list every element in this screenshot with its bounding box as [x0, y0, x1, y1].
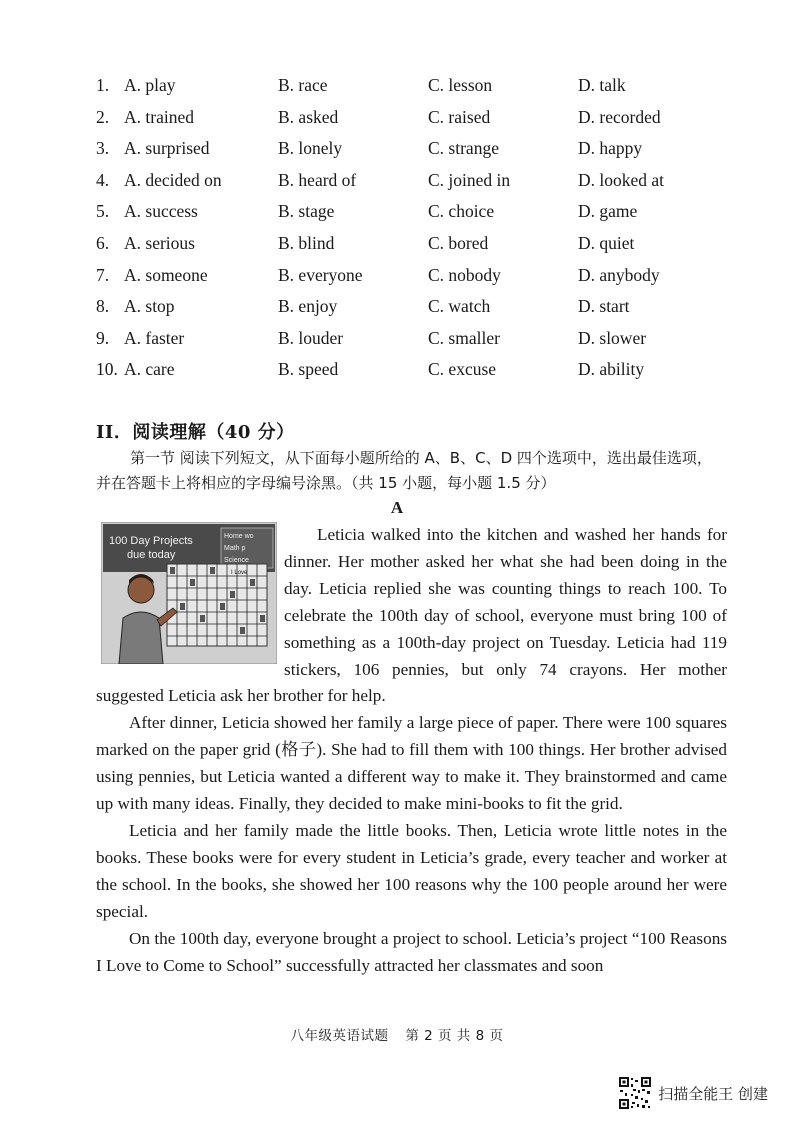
question-number: 8. — [96, 296, 110, 317]
option-d: D. ability — [578, 359, 645, 380]
question-number: 9. — [96, 327, 110, 348]
question-options-row — [96, 291, 736, 323]
option-c: C. bored — [428, 232, 489, 253]
board-text-1: Home wo — [224, 533, 254, 540]
option-b: B. race — [278, 75, 328, 95]
option-d: D. quiet — [578, 232, 635, 253]
question-number: 4. — [96, 169, 110, 190]
option-d: D. slower — [578, 327, 647, 348]
passage-paragraph-3: Leticia and her family made the little books. Then, Leticia wrote little notes in the books. These books were for every student in Leticia’s grade, every teacher and worker at the school. In the books, she showed her 100 reasons why the 100 people around her were special. — [96, 820, 727, 921]
option-c: C. joined in — [428, 169, 511, 190]
option-c: C. smaller — [428, 327, 500, 348]
section-heading: II．阅读理解（40 分） — [96, 422, 295, 443]
option-c: C. nobody — [428, 264, 501, 285]
option-b: B. speed — [278, 359, 339, 380]
question-options-row — [96, 354, 736, 386]
board-text-2: Math p — [224, 545, 246, 552]
exam-title: 八年级英语试题 — [290, 1028, 389, 1044]
question-options-row — [96, 228, 736, 260]
option-b: B. louder — [278, 327, 344, 348]
question-number: 7. — [96, 264, 110, 285]
option-c: C. raised — [428, 106, 491, 127]
option-c: C. excuse — [428, 359, 497, 380]
instructions-line-1: 第一节 阅读下列短文，从下面每小题所给的 A、B、C、D 四个选项中，选出最佳选项， — [130, 449, 712, 467]
option-b: B. blind — [278, 232, 335, 253]
passage-paragraph-2: After dinner, Leticia showed her family a large piece of paper. There were 100 squares marked on the paper grid (格子). She had to fill them with 100 things. Her brother advised using pennies, but Leticia wanted a different way to make it. They brainstormed and came up with many ideas. Finally, they decided to make mini-books to fit the grid. — [96, 713, 727, 814]
option-d: D. game — [578, 201, 638, 222]
option-d: D. talk — [578, 75, 626, 95]
option-d: D. start — [578, 296, 630, 317]
qr-code-icon — [618, 1076, 652, 1110]
option-a: A. faster — [124, 327, 185, 348]
option-a: A. someone — [124, 264, 208, 285]
question-number: 5. — [96, 201, 110, 222]
option-c: C. strange — [428, 138, 499, 159]
scanner-watermark — [618, 1076, 768, 1110]
option-a: A. surprised — [124, 138, 210, 159]
board-text-3: Science — [224, 557, 249, 564]
option-a: A. trained — [124, 106, 194, 127]
scanner-label: 扫描全能王 创建 — [658, 1084, 768, 1103]
option-a: A. success — [124, 201, 198, 222]
instructions-line-2: 并在答题卡上将相应的字母编号涂黑。（共 15 小题，每小题 1.5 分） — [96, 474, 556, 492]
option-d: D. recorded — [578, 106, 661, 127]
question-options-row — [96, 260, 736, 292]
option-b: B. lonely — [278, 138, 343, 159]
question-number: 10. — [96, 359, 118, 380]
option-b: B. stage — [278, 201, 335, 222]
question-number: 1. — [96, 75, 110, 95]
option-d: D. anybody — [578, 264, 660, 285]
answer-options-table — [96, 70, 736, 386]
option-d: D. happy — [578, 138, 643, 159]
question-number: 6. — [96, 232, 110, 253]
option-a: A. care — [124, 359, 175, 380]
option-b: B. heard of — [278, 169, 357, 190]
passage-paragraph-4: On the 100th day, everyone brought a project to school. Leticia’s project “100 Reasons I Love to Come to School” successfully attracted her classmates and soon — [96, 928, 727, 975]
illustration-spacer — [96, 522, 284, 683]
sign-text-1: 100 Day Projects — [109, 535, 193, 547]
passage-paragraph-1: Leticia walked into the kitchen and washed her hands for dinner. Her mother asked her what she had been doing in the day. Leticia replied she was counting things to reach 100. To celebrate the 100th day of school, everyone must bring 100 of something as a 100th-day project on Tuesday. Leticia had 119 stickers, 106 pennies, but only 74 crayons. Her mother suggested Leticia ask her brother for help. — [96, 525, 727, 706]
question-options-row — [96, 70, 736, 102]
question-options-row — [96, 165, 736, 197]
page-footer — [0, 1024, 794, 1044]
option-c: C. watch — [428, 296, 491, 317]
option-a: A. serious — [124, 232, 195, 253]
option-b: B. everyone — [278, 264, 363, 285]
reading-passage-a — [96, 522, 727, 979]
passage-label: A — [390, 498, 404, 517]
option-b: B. asked — [278, 106, 339, 127]
question-number: 2. — [96, 106, 110, 127]
question-options-row — [96, 196, 736, 228]
poster-text: I Love — [231, 570, 248, 576]
option-b: B. enjoy — [278, 296, 338, 317]
option-a: A. stop — [124, 296, 175, 317]
option-a: A. decided on — [124, 169, 222, 190]
question-options-row — [96, 323, 736, 355]
page-info: 第 2 页 共 8 页 — [405, 1028, 504, 1044]
option-c: C. lesson — [428, 75, 493, 95]
option-c: C. choice — [428, 201, 495, 222]
option-a: A. play — [124, 75, 176, 95]
question-number: 3. — [96, 138, 110, 159]
option-d: D. looked at — [578, 169, 665, 190]
question-options-row — [96, 133, 736, 165]
section-instructions — [96, 446, 736, 496]
question-options-row — [96, 102, 736, 134]
sign-text-2: due today — [127, 549, 176, 561]
